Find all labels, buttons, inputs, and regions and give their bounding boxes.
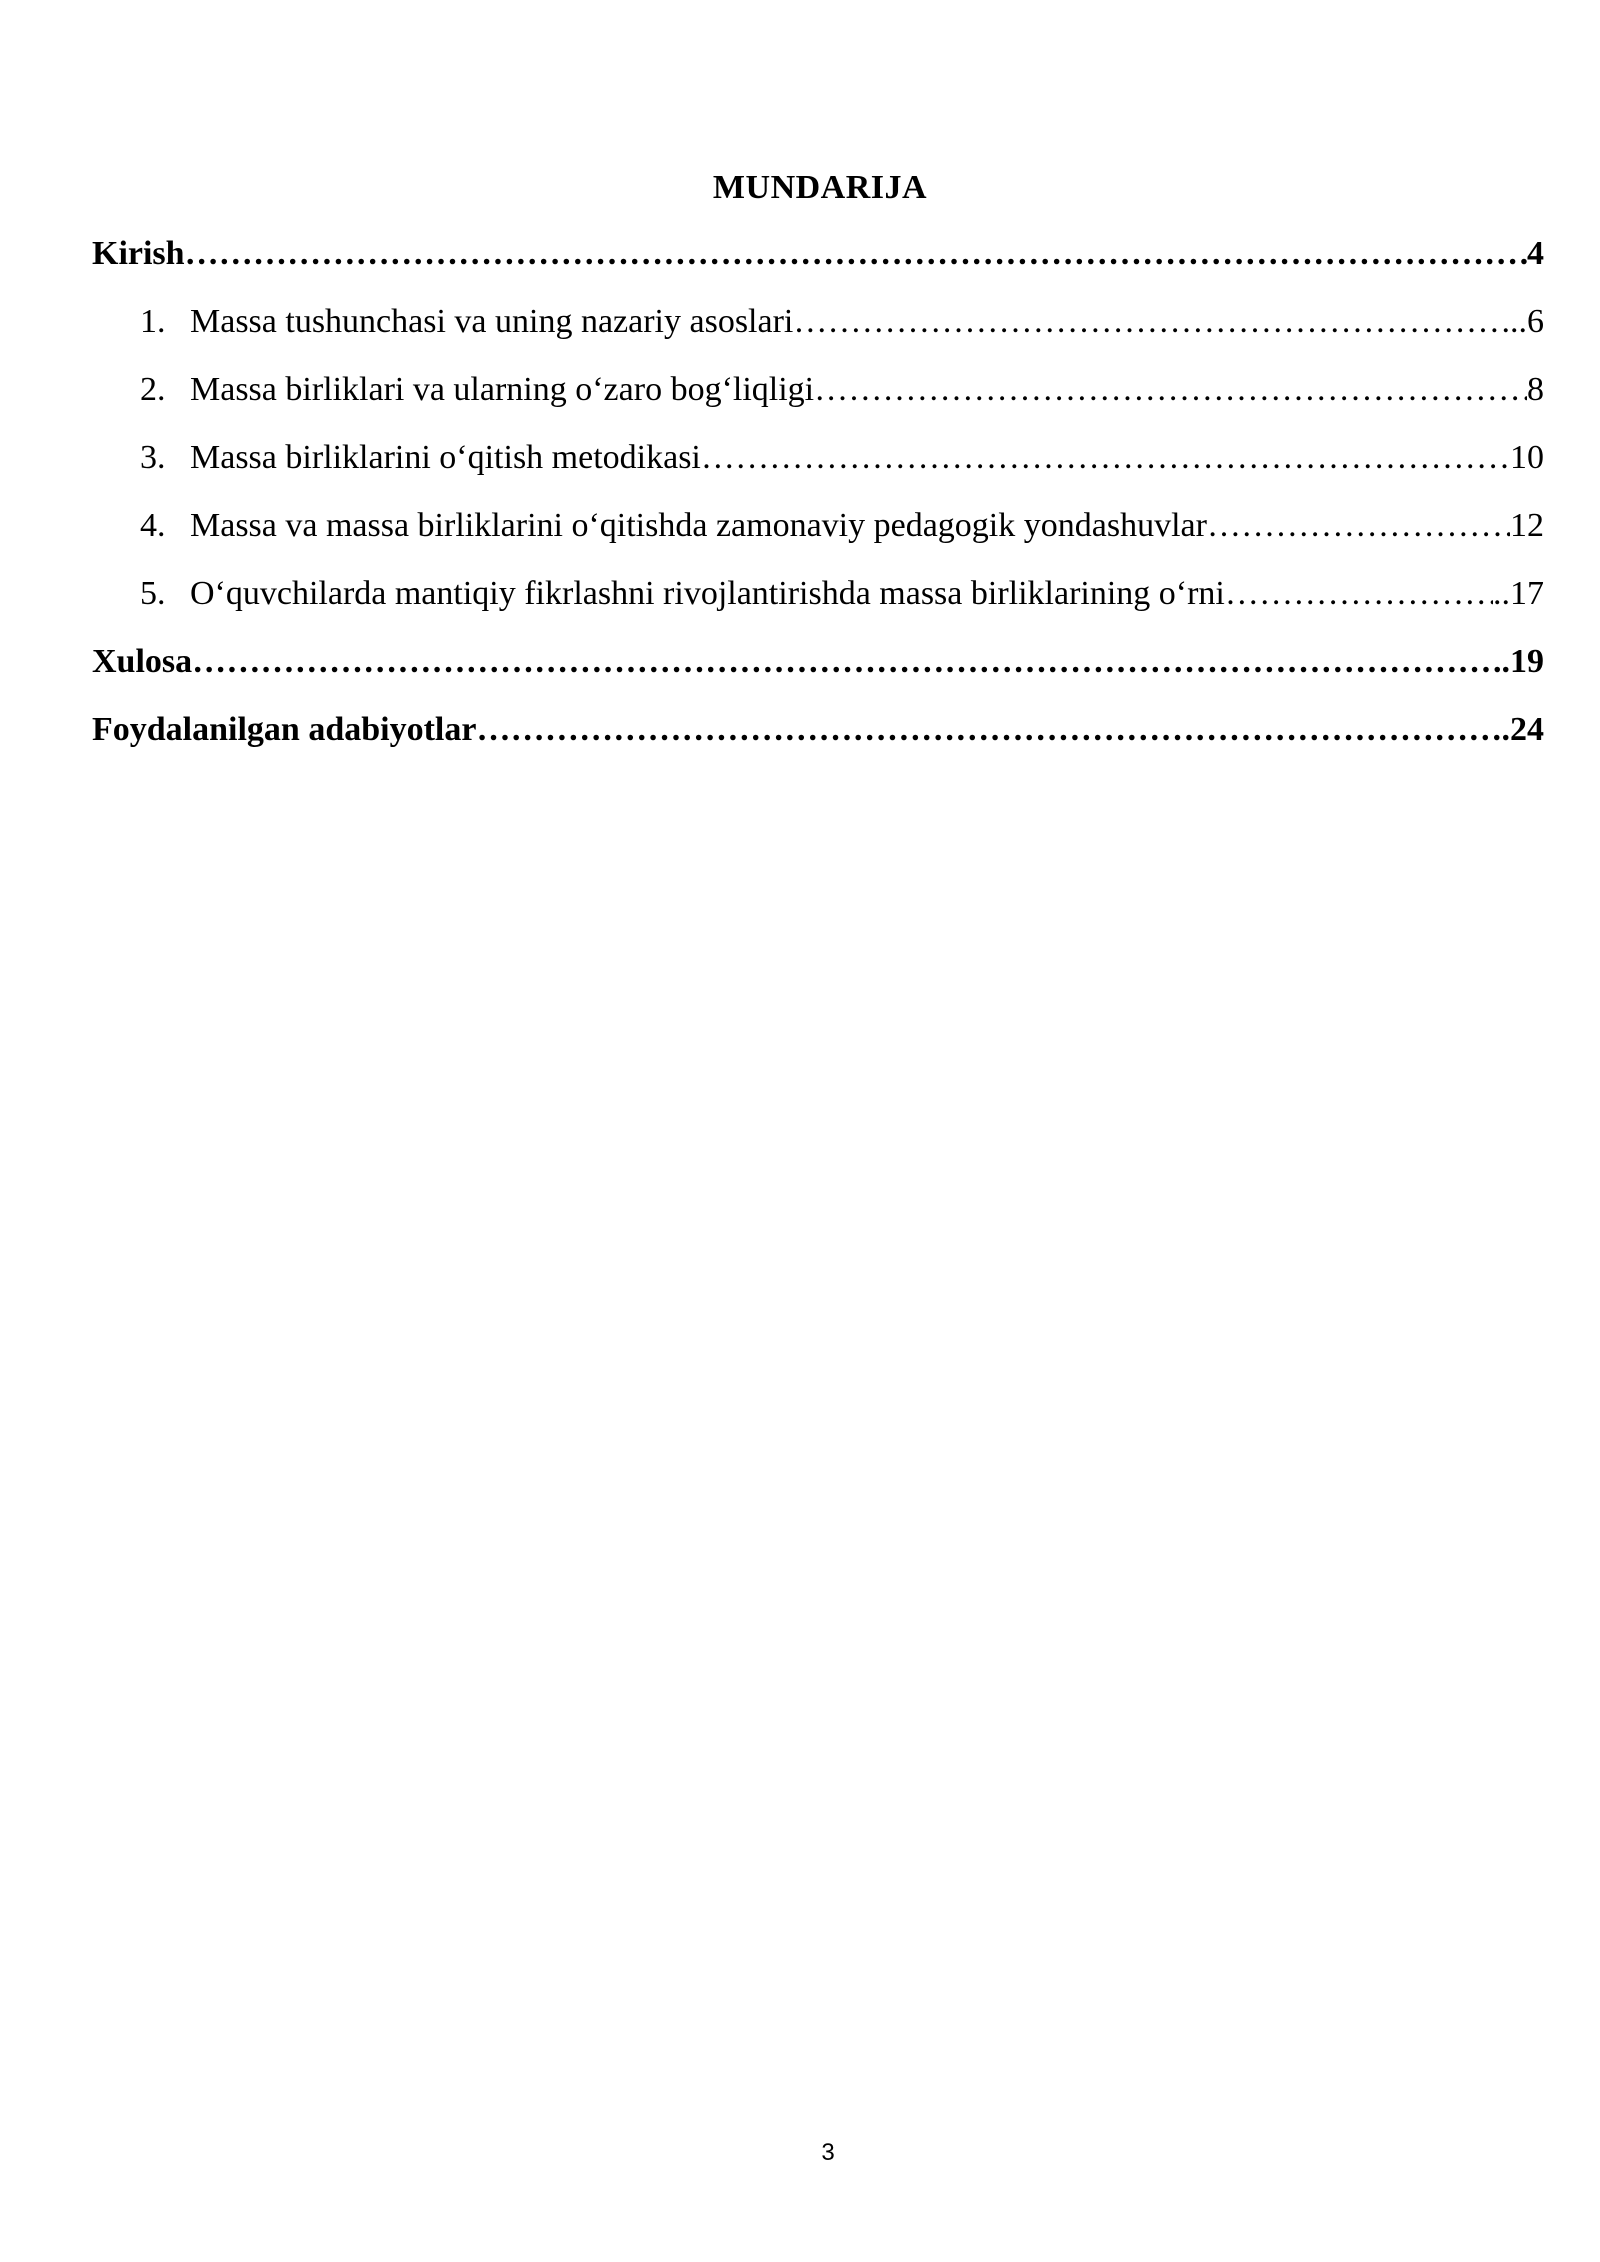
toc-entry-label: Massa birliklari va ularning o‘zaro bog‘liqligi xyxy=(190,371,815,408)
toc-dot-leader xyxy=(793,300,1510,344)
toc-entry-page: ..19 xyxy=(1493,643,1544,680)
toc-dot-leader xyxy=(476,708,1501,752)
toc-entry-label: Kirish xyxy=(92,235,185,272)
toc-entry-label: Foydalanilgan adabiyotlar xyxy=(92,711,477,748)
toc-entry-number: 4. xyxy=(140,507,166,544)
toc-entry-3 xyxy=(92,436,1544,504)
toc-entry-5 xyxy=(92,572,1544,640)
toc-entry-page: 10 xyxy=(1510,439,1544,476)
toc-entry-kirish xyxy=(92,232,1544,300)
toc-dot-leader xyxy=(192,640,1493,684)
toc-dot-leader xyxy=(1207,504,1510,548)
toc-dot-leader xyxy=(814,368,1527,412)
toc-entry-page: 8 xyxy=(1527,371,1544,408)
toc-entry-number: 2. xyxy=(140,371,166,408)
footer-page-number: 3 xyxy=(821,2139,835,2166)
toc-entry-2 xyxy=(92,368,1544,436)
toc-entry-4 xyxy=(92,504,1544,572)
toc-entry-page: 4 xyxy=(1527,235,1544,272)
toc-entry-number: 1. xyxy=(140,303,166,340)
toc-entry-page: ..17 xyxy=(1493,575,1544,612)
toc-title: MUNDARIJA xyxy=(712,169,928,206)
toc-dot-leader xyxy=(185,232,1527,276)
toc-entry-number: 3. xyxy=(140,439,166,476)
toc-entry-number: 5. xyxy=(140,575,166,612)
toc-entry-label: O‘quvchilarda mantiqiy fikrlashni rivojlantirishda massa birliklarining o‘rni xyxy=(190,575,1225,612)
toc-entry-xulosa xyxy=(92,640,1544,708)
toc-entry-label: Xulosa xyxy=(92,643,193,680)
toc-entry-page: ..6 xyxy=(1510,303,1544,340)
toc-entry-label: Massa tushunchasi va uning nazariy asoslari xyxy=(190,303,794,340)
toc-entry-page: .24 xyxy=(1501,711,1544,748)
table-of-contents xyxy=(92,232,1544,776)
toc-entry-1 xyxy=(92,300,1544,368)
toc-entry-foydalanilgan-adabiyotlar xyxy=(92,708,1544,776)
toc-dot-leader xyxy=(701,436,1510,480)
toc-entry-page: 12 xyxy=(1510,507,1544,544)
toc-entry-label: Massa birliklarini o‘qitish metodikasi xyxy=(190,439,701,476)
toc-dot-leader xyxy=(1225,572,1493,616)
toc-entry-label: Massa va massa birliklarini o‘qitishda zamonaviy pedagogik yondashuvlar xyxy=(190,507,1207,544)
